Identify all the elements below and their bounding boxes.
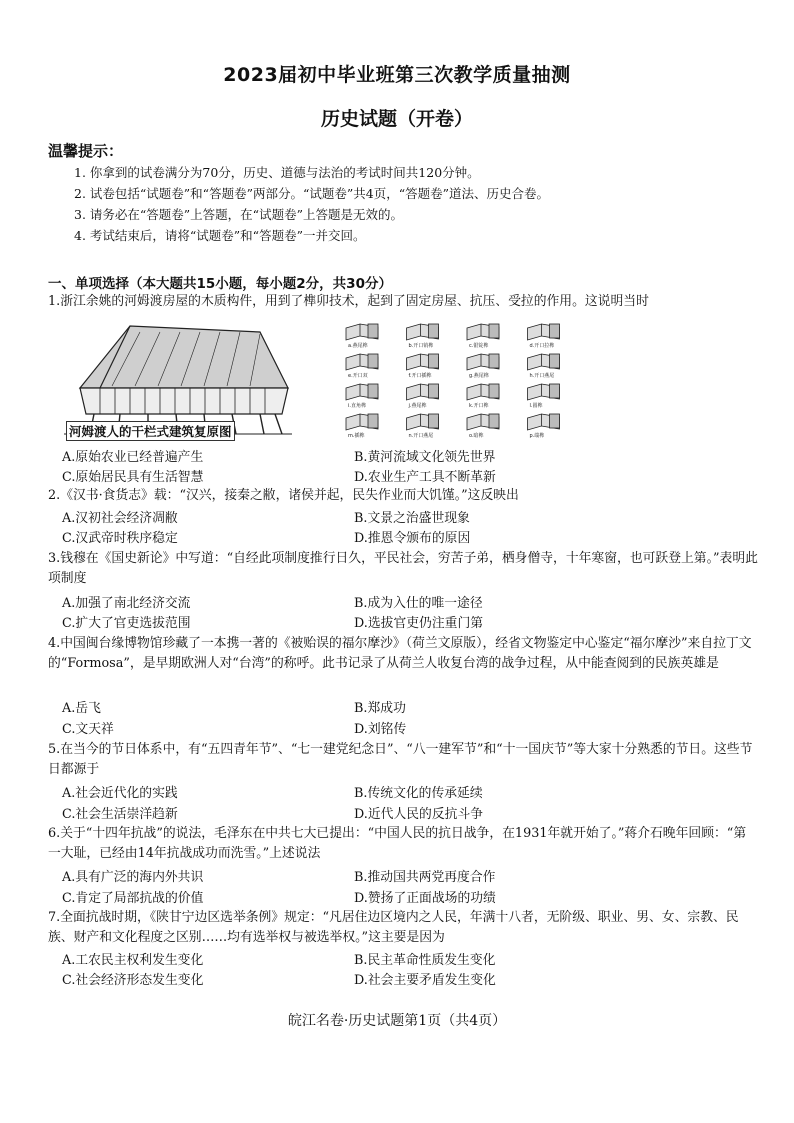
joint-diagram xyxy=(407,354,439,379)
option-c[interactable]: C.汉武帝时秩序稳定 xyxy=(62,531,178,546)
joint-label: l.圆榫 xyxy=(529,403,543,409)
question-text: 6.关于“十四年抗战”的说法，毛泽东在中共七大已提出：“中国人民的抗日战争，在1931年就开始了。”蒋介石晚年回顾：“第一大耻，已经由14年抗战成功而洗雪。”上述说法 xyxy=(48,826,747,861)
option-a[interactable]: A.加强了南北经济交流 xyxy=(62,596,191,611)
joint-diagram xyxy=(528,354,560,379)
option-d[interactable]: D.农业生产工具不断革新 xyxy=(354,470,496,485)
mortise-tenon-diagrams xyxy=(338,320,580,440)
joint-label: h.开口燕尾 xyxy=(529,373,555,379)
joint-diagram xyxy=(528,414,560,439)
joint-label: i.直角榫 xyxy=(348,403,366,409)
joint-diagram xyxy=(528,384,560,409)
joint-label: e.开口双 xyxy=(348,373,368,379)
joint-label: a.燕尾榫 xyxy=(348,343,368,349)
option-a[interactable]: A.工农民主权利发生变化 xyxy=(62,953,204,968)
option-d[interactable]: D.社会主要矛盾发生变化 xyxy=(354,973,496,988)
question-text: 1.浙江余姚的河姆渡房屋的木质构件，用到了榫卯技术，起到了固定房屋、抗压、受拉的作用。这说明当时 xyxy=(48,294,649,309)
joint-label: b.开口销榫 xyxy=(408,343,434,349)
option-d[interactable]: D.刘铭传 xyxy=(354,722,407,737)
option-b[interactable]: B.成为入仕的唯一途径 xyxy=(354,596,483,611)
joint-diagram xyxy=(407,324,439,349)
tip-item: 2. 试卷包括“试题卷”和“答题卷”两部分。“试题卷”共4页，“答题卷”道法、历史合卷。 xyxy=(74,186,549,201)
option-a[interactable]: A.具有广泛的海内外共识 xyxy=(62,870,204,885)
option-a[interactable]: A.原始农业已经普遍产生 xyxy=(62,450,204,465)
joint-diagram xyxy=(346,414,378,439)
question-text: 4.中国闽台缘博物馆珍藏了一本携一著的《被贻误的福尔摩沙》（荷兰文原版），经省文物鉴定中心鉴定“福尔摩沙”来自拉丁文的“Formosa”，是早期欧洲人对“台湾”的称呼。此书记录了从荷兰人收复台湾的战争过程，从中能查阅到的民族英雄是 xyxy=(48,636,752,671)
exam-title: 2023届初中毕业班第三次教学质量抽测 xyxy=(223,64,571,86)
joint-label: d.开口拉榫 xyxy=(529,343,555,349)
joint-label: m.插榫 xyxy=(348,433,365,439)
tips-heading: 温馨提示： xyxy=(48,142,124,160)
joint-diagram xyxy=(407,414,439,439)
joint-label: n.开口燕尾 xyxy=(408,433,434,439)
option-b[interactable]: B.民主革命性质发生变化 xyxy=(354,953,496,968)
option-b[interactable]: B.传统文化的传承延续 xyxy=(354,786,483,801)
question-text: 5.在当今的节日体系中，有“五四青年节”、“七一建党纪念日”、“八一建军节”和“十一国庆节”等大家十分熟悉的节日。这些节日都源于 xyxy=(48,742,753,777)
joint-label: j.燕尾榫 xyxy=(408,403,427,409)
question-text: 2.《汉书·食货志》载：“汉兴，接秦之敝，诸侯并起，民失作业而大饥馑。”这反映出 xyxy=(48,488,519,503)
joint-diagram xyxy=(346,324,378,349)
joint-diagram xyxy=(467,414,499,439)
exam-subtitle: 历史试题（开卷） xyxy=(320,108,473,130)
question-text: 7.全面抗战时期，《陕甘宁边区选举条例》规定：“凡居住边区境内之人民，年满十八者，无阶级、职业、男、女、宗教、民族、财产和文化程度之区别……均有选举权与被选举权。”这主要是因为 xyxy=(48,910,739,945)
option-b[interactable]: B.文景之治盛世现象 xyxy=(354,511,470,526)
joint-diagram xyxy=(528,324,560,349)
option-b[interactable]: B.推动国共两党再度合作 xyxy=(354,870,496,885)
joint-label: k.开口榫 xyxy=(469,403,489,409)
option-d[interactable]: D.推恩令颁布的原因 xyxy=(354,531,471,546)
tip-item: 1. 你拿到的试卷满分为70分，历史、道德与法治的考试时间共120分钟。 xyxy=(74,165,480,180)
joint-diagram xyxy=(467,324,499,349)
joint-label: f.开口插榫 xyxy=(408,373,432,379)
page-footer: 皖江名卷·历史试题第1页（共4页） xyxy=(287,1013,507,1029)
joint-label: o.暗榫 xyxy=(469,433,484,439)
option-b[interactable]: B.黄河流域文化领先世界 xyxy=(354,450,496,465)
option-a[interactable]: A.社会近代化的实践 xyxy=(62,786,178,801)
joint-label: p.端榫 xyxy=(529,433,545,439)
option-c[interactable]: C.扩大了官吏选拔范围 xyxy=(62,616,191,631)
option-c[interactable]: C.肯定了局部抗战的价值 xyxy=(62,891,204,906)
joint-label: c.银锭榫 xyxy=(469,343,489,349)
option-d[interactable]: D.赞扬了正面战场的功绩 xyxy=(354,891,496,906)
figure-caption: 河姆渡人的干栏式建筑复原图 xyxy=(66,421,235,441)
question-text: 3.钱穆在《国史新论》中写道：“自经此项制度推行日久，平民社会，穷苦子弟，栖身僧寺，十年寒窗，也可跃登上第。”表明此项制度 xyxy=(48,551,758,586)
tip-item: 3. 请务必在“答题卷”上答题，在“试题卷”上答题是无效的。 xyxy=(74,207,403,222)
option-c[interactable]: C.社会生活崇洋趋新 xyxy=(62,807,178,822)
joint-diagram xyxy=(346,384,378,409)
option-d[interactable]: D.选拔官吏仍注重门第 xyxy=(354,616,484,631)
option-c[interactable]: C.文天祥 xyxy=(62,722,114,737)
joint-diagram xyxy=(467,384,499,409)
option-b[interactable]: B.郑成功 xyxy=(354,701,406,716)
joint-diagram xyxy=(346,354,378,379)
joint-diagram xyxy=(467,354,499,379)
joint-label: g.燕尾榫 xyxy=(469,373,489,379)
option-a[interactable]: A.岳飞 xyxy=(62,701,101,716)
option-d[interactable]: D.近代人民的反抗斗争 xyxy=(354,807,484,822)
option-c[interactable]: C.原始居民具有生活智慧 xyxy=(62,470,204,485)
option-c[interactable]: C.社会经济形态发生变化 xyxy=(62,973,204,988)
tip-item: 4. 考试结束后，请将“试题卷”和“答题卷”一并交回。 xyxy=(74,228,366,243)
section-heading: 一、单项选择（本大题共15小题，每小题2分，共30分） xyxy=(48,276,392,292)
option-a[interactable]: A.汉初社会经济凋敝 xyxy=(62,511,178,526)
joint-diagram xyxy=(407,384,439,409)
